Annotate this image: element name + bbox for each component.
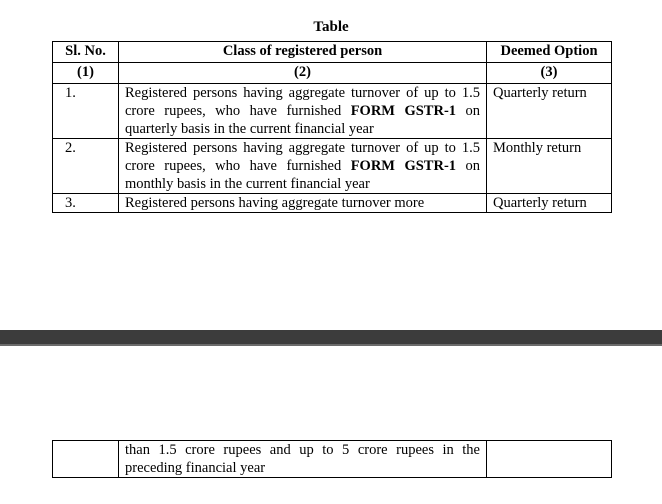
desc-text: on monthly basis in the current financial year xyxy=(125,158,480,192)
desc-text: Registered persons having aggregate turnover of up to 1.5 crore rupees, who have furnished xyxy=(125,140,480,174)
header-deemed-option: Deemed Option xyxy=(487,42,612,63)
table-row xyxy=(53,194,612,213)
row-sl-no: 2. xyxy=(53,139,119,194)
row-sl-no: 3. xyxy=(53,194,119,213)
row-option: Quarterly return xyxy=(487,194,612,213)
row-option: Monthly return xyxy=(487,139,612,194)
page-separator xyxy=(0,330,662,347)
form-name: FORM GSTR-1 xyxy=(350,158,457,174)
row-description xyxy=(119,84,487,139)
header-row xyxy=(53,42,612,63)
table-row xyxy=(53,84,612,139)
row-description: Registered persons having aggregate turnover more xyxy=(119,194,487,213)
row-sl-no: 1. xyxy=(53,84,119,139)
header-class: Class of registered person xyxy=(119,42,487,63)
deemed-option-table xyxy=(52,41,612,213)
desc-text: Registered persons having aggregate turnover of up to 1.5 crore rupees, who have furnished xyxy=(125,85,480,119)
table-row xyxy=(53,139,612,194)
desc-text: on quarterly basis in the current financial year xyxy=(125,103,480,137)
form-name: FORM GSTR-1 xyxy=(350,103,457,119)
page-bottom xyxy=(0,346,662,504)
row-option: Quarterly return xyxy=(487,84,612,139)
continued-table xyxy=(52,440,612,478)
row-description: than 1.5 crore rupees and up to 5 crore rupees in the preceding financial year xyxy=(119,441,487,478)
table-title: Table xyxy=(313,19,349,35)
row-option xyxy=(487,441,612,478)
row-description xyxy=(119,139,487,194)
col-number-3: (3) xyxy=(487,63,612,84)
table-row xyxy=(53,441,612,478)
col-number-1: (1) xyxy=(53,63,119,84)
header-sl-no: Sl. No. xyxy=(53,42,119,63)
row-sl-no xyxy=(53,441,119,478)
column-number-row xyxy=(53,63,612,84)
col-number-2: (2) xyxy=(119,63,487,84)
